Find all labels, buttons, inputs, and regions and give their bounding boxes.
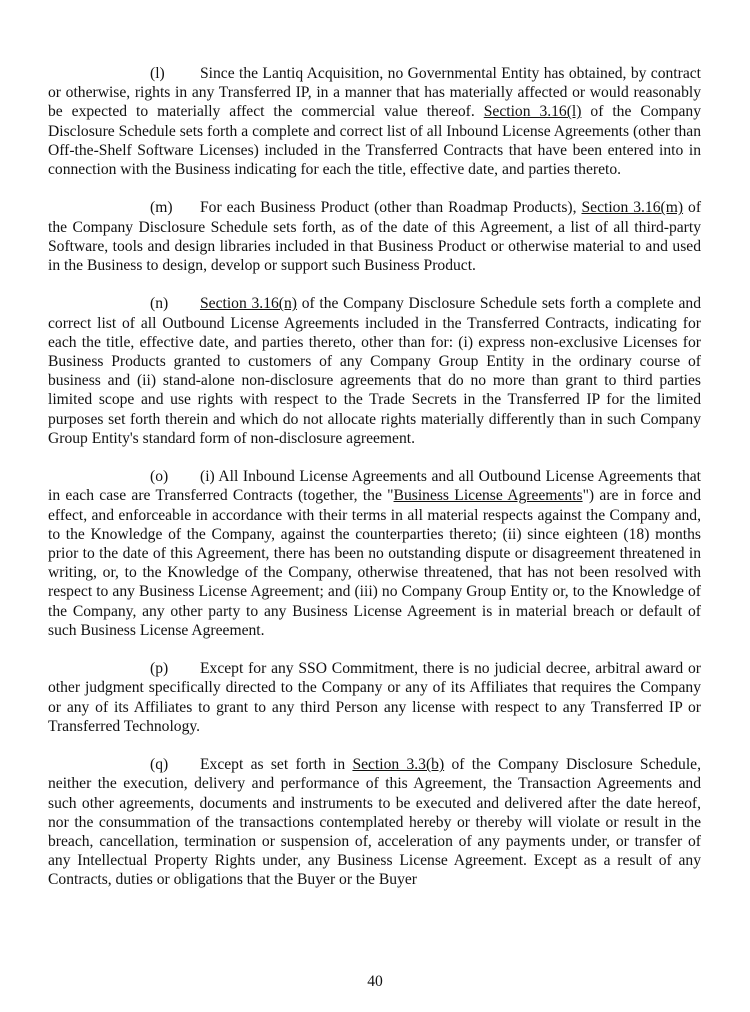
paragraph-label: (o)	[150, 468, 169, 486]
paragraph-text: (i) All Inbound License Agreements and all Outbound License Agreements that in each case are Transferred Contracts (together, the "	[48, 468, 701, 505]
paragraph-label: (q)	[150, 756, 169, 774]
paragraph-text: Except as set forth in	[200, 756, 353, 774]
paragraph-q	[48, 755, 701, 889]
paragraph-label: (p)	[150, 660, 169, 678]
section-reference: Section 3.16(n)	[200, 295, 297, 313]
paragraph-label: (m)	[150, 199, 173, 217]
document-page	[48, 64, 701, 909]
page-number: 40	[367, 973, 383, 990]
paragraph-text: of the Company Disclosure Schedule sets forth, as of the date of this Agreement, a list of all third-party Software, tools and design libraries included in that Business Product or otherwise material to and used in the Business to design, develop or support such Business Product.	[48, 199, 702, 275]
paragraph-n	[48, 294, 701, 448]
paragraph-l	[48, 64, 701, 179]
section-reference: Section 3.16(m)	[581, 199, 684, 217]
paragraph-m	[48, 198, 701, 275]
paragraph-p	[48, 659, 701, 736]
paragraph-text: For each Business Product (other than Roadmap Products),	[200, 199, 582, 217]
paragraph-text: of the Company Disclosure Schedule sets forth a complete and correct list of all Outbound License Agreements included in the Transferred Contracts, indicating for each the title, effective date, and parties thereto, other than for: (i) express non-exclusive Licenses for Business Products granted to customers of any Company Group Entity in the ordinary course of business and (ii) stand-alone non-disclosure agreements that do no more than grant to third parties limited scope and use rights with respect to the Trade Secrets in the Transferred IP for the limited purposes set forth therein and which do not allocate rights materially differently than in such Company Group Entity's standard form of non-disclosure agreement.	[48, 295, 701, 447]
paragraph-label: (l)	[150, 65, 165, 82]
paragraph-text: ") are in force and effect, and enforceable in accordance with their terms in all material respects against the Company and, to the Knowledge of the Company, against the counterparties thereto; (ii) since eighteen (18) months prior to the date of this Agreement, there has been no outstanding dispute or disagreement threatened in writing, or, to the Knowledge of the Company, otherwise threatened, that has not been resolved with respect to any Business License Agreement; and (iii) no Company Group Entity or, to the Knowledge of the Company, any other party to any Business License Agreement is in material breach or default of such Business License Agreement.	[48, 487, 702, 639]
paragraph-text: Since the Lantiq Acquisition, no Governmental Entity has obtained, by contract or otherwise, rights in any Transferred IP, in a manner that has materially affected or would reasonably be expected to materially affect the commercial value thereof.	[48, 65, 701, 121]
paragraph-text: of the Company Disclosure Schedule sets forth a complete and correct list of all Inbound License Agreements (other than Off-the-Shelf Software Licenses) included in the Transferred Contracts that have been entered into in connection with the Business indicating for each the title, effective date, and parties thereto.	[48, 103, 701, 179]
paragraph-label: (n)	[150, 295, 169, 313]
defined-term: Business License Agreements	[393, 487, 583, 505]
section-reference: Section 3.16(l)	[483, 103, 582, 121]
paragraph-o	[48, 467, 701, 640]
section-reference: Section 3.3(b)	[352, 756, 445, 774]
paragraph-text: Except for any SSO Commitment, there is no judicial decree, arbitral award or other judgment specifically directed to the Company or any of its Affiliates that requires the Company or any of its Affiliates to grant to any third Person any license with respect to any Transferred IP or Transferred Technology.	[48, 660, 701, 735]
paragraph-text: of the Company Disclosure Schedule, neither the execution, delivery and performance of this Agreement, the Transaction Agreements and such other agreements, documents and instruments to be executed and delivered after the date hereof, nor the consummation of the transactions contemplated hereby or thereby will violate or result in the breach, cancellation, termination or suspension of, acceleration of any payments under, or transfer of any Intellectual Property Rights under, any Business License Agreement. Except as a result of any Contracts, duties or obligations that the Buyer or the Buyer	[48, 756, 701, 889]
